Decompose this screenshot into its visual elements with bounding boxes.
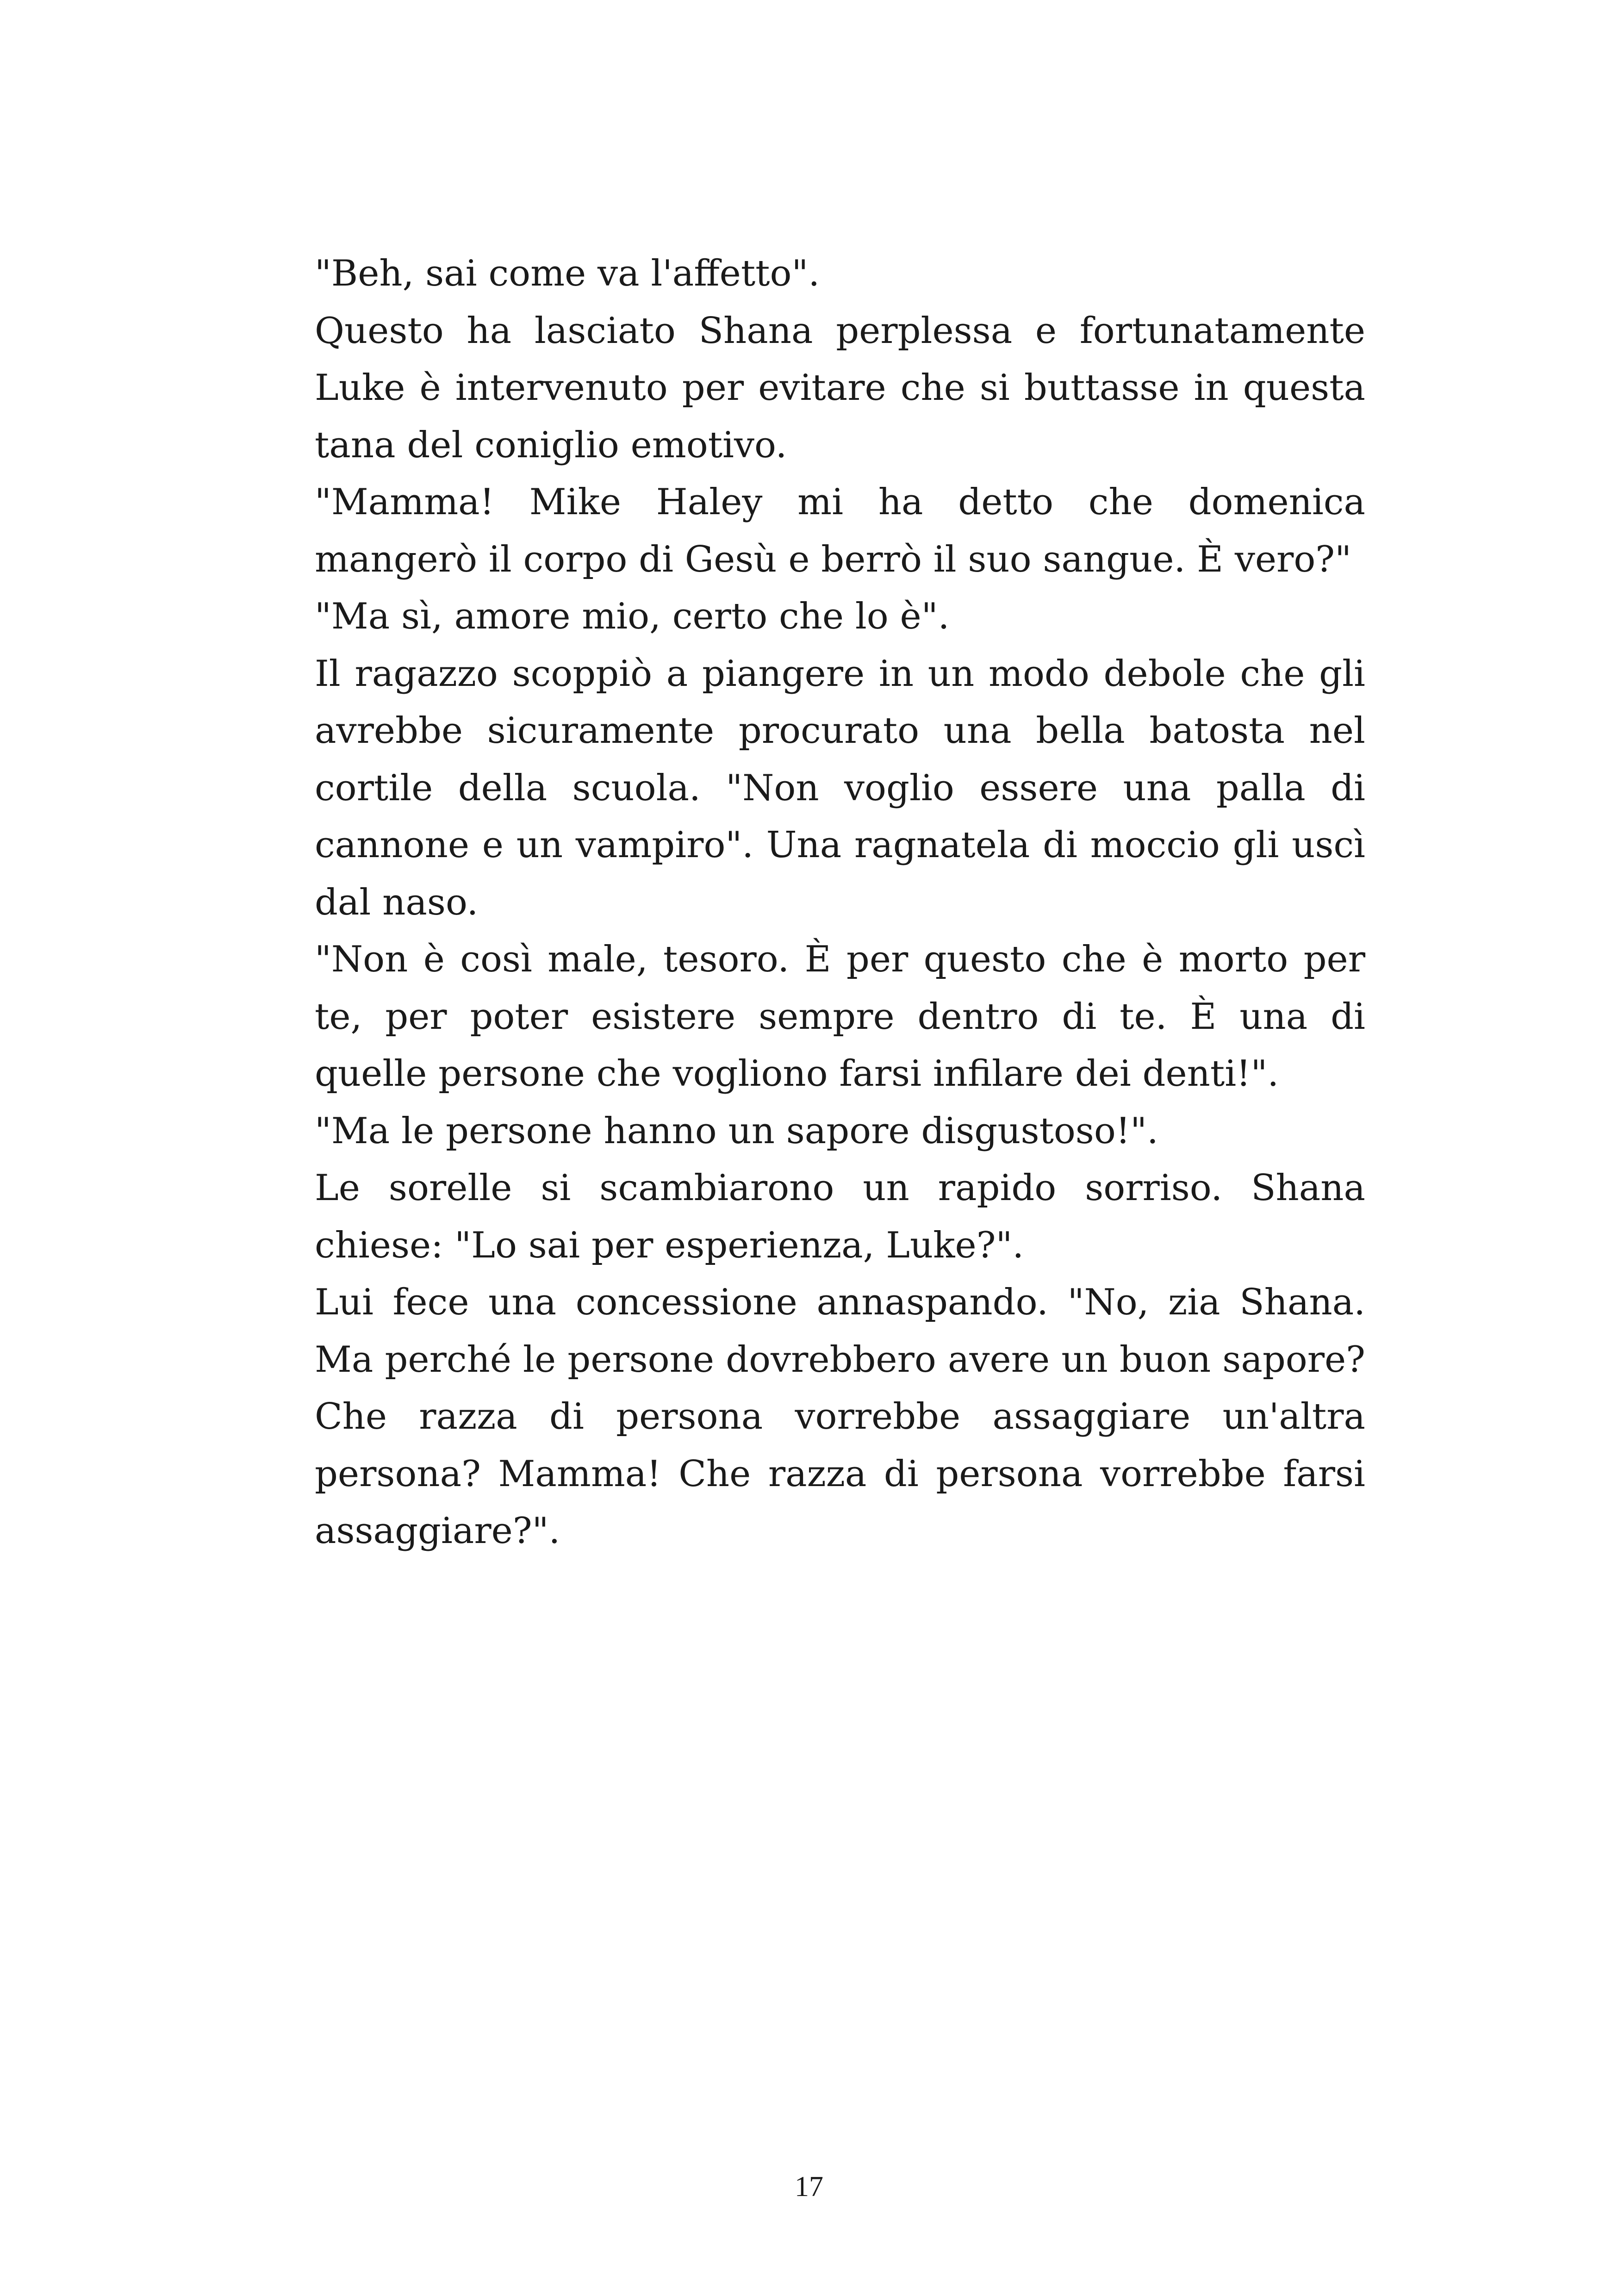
body-text	[315, 245, 1365, 1560]
paragraph-3: "Mamma! Mike Haley mi ha detto che domenica mangerò il corpo di Gesù e berrò il suo sangue. È vero?"	[315, 481, 1365, 580]
paragraph-6: "Non è così male, tesoro. È per questo che è morto per te, per poter esistere sempre dentro di te. È una di quelle persone che vogliono farsi infilare dei denti!".	[315, 939, 1365, 1095]
paragraph-4: "Ma sì, amore mio, certo che lo è".	[315, 596, 950, 637]
paragraph-2: Questo ha lasciato Shana perplessa e fortunatamente Luke è intervenuto per evitare che si buttasse in questa tana del coniglio emotivo.	[315, 310, 1365, 466]
paragraph-7: "Ma le persone hanno un sapore disgustoso!".	[315, 1110, 1158, 1152]
paragraph-8: Le sorelle si scambiarono un rapido sorriso. Shana chiese: "Lo sai per esperienza, Luke?".	[315, 1167, 1365, 1266]
paragraph-5: Il ragazzo scoppiò a piangere in un modo debole che gli avrebbe sicuramente procurato una bella batosta nel cortile della scuola. "Non voglio essere una palla di cannone e un vampiro". Una ragnatela di moccio gli uscì dal naso.	[315, 653, 1365, 923]
paragraph-9: Lui fece una concessione annaspando. "No, zia Shana. Ma perché le persone dovrebbero avere un buon sapore? Che razza di persona vorrebbe assaggiare un'altra persona? Mamma! Che razza di persona vorrebbe farsi assaggiare?".	[315, 1282, 1365, 1552]
paragraph-1: "Beh, sai come va l'affetto".	[315, 253, 820, 294]
page-number: 17	[795, 2171, 823, 2203]
